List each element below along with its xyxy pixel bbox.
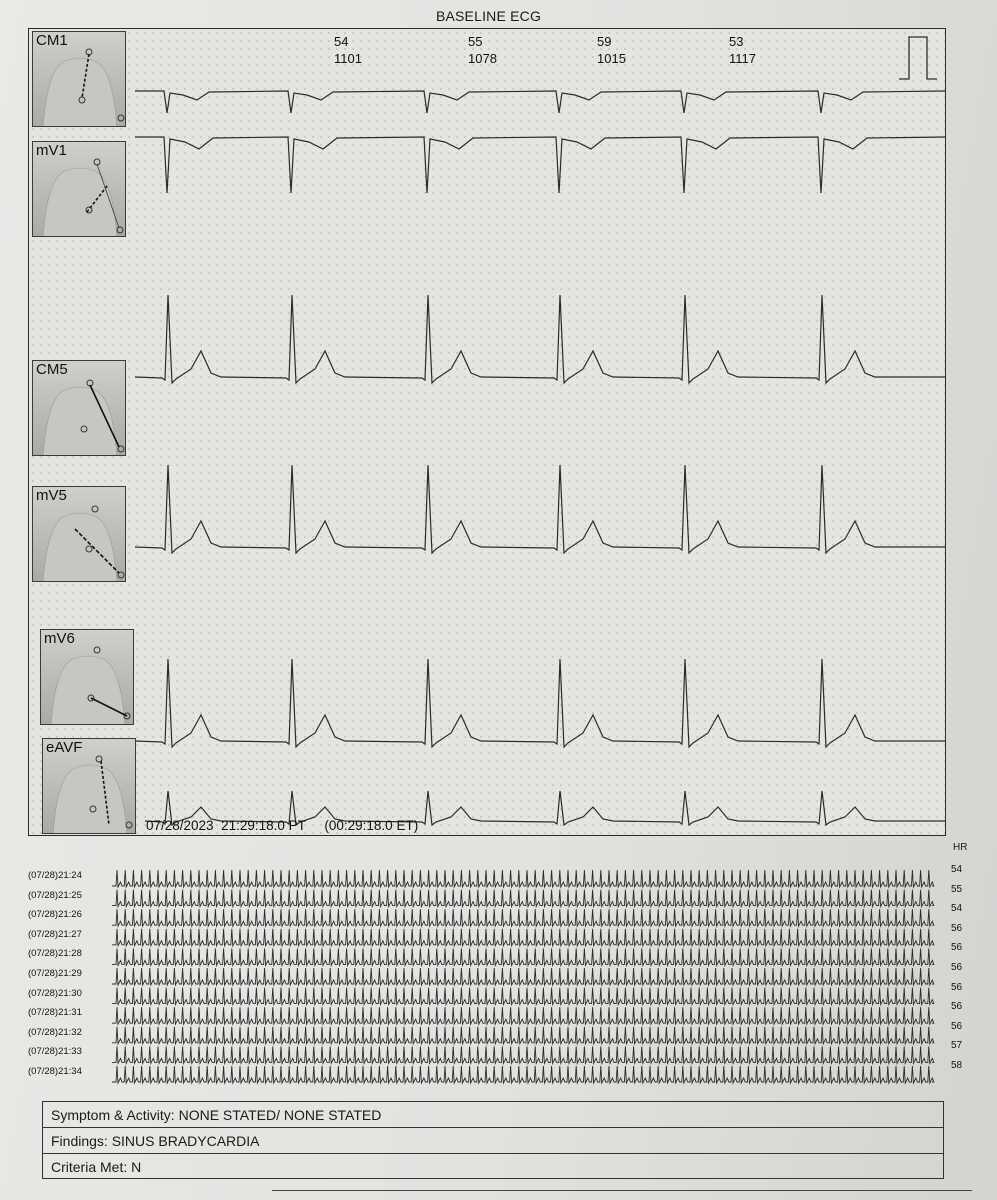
trend-row-trace [112, 929, 934, 946]
lead-thumb-mv1 [32, 141, 126, 237]
findings-row: Findings: SINUS BRADYCARDIA [43, 1128, 943, 1154]
trend-row-trace [112, 1007, 934, 1024]
lead-label-mv5: mV5 [36, 487, 67, 504]
symptom-activity-row: Symptom & Activity: NONE STATED/ NONE STATED [43, 1102, 943, 1128]
ecg-lead-trace [135, 295, 945, 383]
lead-label-mv6: mV6 [44, 630, 75, 647]
beat-hr-1: 54 [334, 34, 349, 49]
trend-row-trace [112, 968, 934, 985]
beat-hr-2: 55 [468, 34, 483, 49]
calibration-pulse [899, 37, 937, 79]
lead-label-eavf: eAVF [46, 739, 83, 756]
trend-hr-value: 54 [951, 864, 963, 875]
trend-row-trace [112, 1066, 934, 1083]
beat-hr-3: 59 [597, 34, 612, 49]
ecg-strip-frame [28, 28, 946, 836]
trend-time-label: (07/28)21:32 [28, 1026, 82, 1038]
trend-row-trace [112, 948, 934, 965]
signature-line [272, 1190, 972, 1192]
hr-trend-traces [0, 850, 997, 1090]
lead-thumb-cm5 [32, 360, 126, 456]
trend-time-label: (07/28)21:25 [28, 889, 82, 901]
ecg-lead-trace [135, 137, 945, 193]
trend-time-label: (07/28)21:34 [28, 1066, 82, 1077]
trend-time-label: (07/28)21:24 [28, 870, 82, 881]
trend-row-trace [112, 1027, 934, 1044]
trend-time-label: (07/28)21:33 [28, 1046, 82, 1058]
trend-hr-value: 56 [951, 1020, 963, 1032]
criteria-met-row: Criteria Met: N [51, 1159, 142, 1175]
trend-hr-value: 54 [951, 903, 963, 915]
trend-time-label: (07/28)21:30 [28, 987, 82, 999]
lead-thumb-cm1 [32, 31, 126, 127]
lead-thumb-mv6 [40, 629, 134, 725]
lead-label-cm1: CM1 [36, 32, 68, 49]
trend-hr-value: 57 [951, 1040, 963, 1052]
lead-label-cm5: CM5 [36, 361, 68, 378]
beat-rr-3: 1015 [597, 51, 626, 66]
trend-row-trace [112, 870, 934, 887]
lead-thumb-eavf [42, 738, 136, 834]
trend-row-trace [112, 988, 934, 1005]
ecg-lead-trace [135, 91, 945, 113]
trend-row-trace [112, 890, 934, 907]
trend-hr-header: HR [953, 842, 968, 853]
ecg-traces [29, 29, 947, 837]
beat-rr-4: 1117 [729, 51, 756, 66]
lead-label-mv1: mV1 [36, 142, 67, 159]
trend-time-label: (07/28)21:28 [28, 948, 82, 960]
trend-hr-value: 56 [951, 922, 963, 934]
trend-hr-value: 56 [951, 942, 963, 954]
ecg-lead-trace [135, 465, 945, 553]
trend-hr-value: 56 [951, 981, 963, 993]
trend-time-label: (07/28)21:31 [28, 1007, 82, 1019]
findings-box [42, 1101, 944, 1179]
trend-time-label: (07/28)21:27 [28, 928, 82, 940]
beat-rr-2: 1078 [468, 51, 497, 66]
lead-thumb-mv5 [32, 486, 126, 582]
beat-hr-4: 53 [729, 34, 744, 49]
trend-hr-value: 56 [951, 1001, 963, 1013]
trend-row-trace [112, 909, 934, 926]
beat-rr-1: 1101 [334, 51, 362, 66]
trend-hr-value: 55 [951, 883, 963, 895]
trend-hr-value: 58 [951, 1060, 963, 1071]
trend-time-label: (07/28)21:26 [28, 909, 82, 921]
trend-row-trace [112, 1046, 934, 1063]
ecg-lead-trace [135, 659, 945, 747]
trend-time-label: (07/28)21:29 [28, 968, 82, 979]
report-title: BASELINE ECG [435, 8, 542, 24]
recording-timestamp: 07/28/2023 21:29:18.0 PT (00:29:18.0 ET) [146, 818, 419, 833]
trend-hr-value: 56 [951, 962, 963, 973]
